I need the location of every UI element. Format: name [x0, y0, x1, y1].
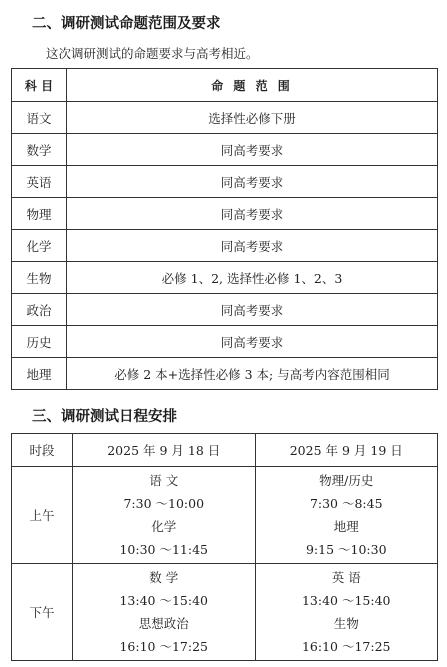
- subject-cell: 历史: [12, 326, 67, 358]
- exam-subject: 英 语: [331, 570, 361, 585]
- subject-cell: 物理: [12, 198, 67, 230]
- exam-subject: 思想政治: [138, 616, 189, 631]
- exam-subject: 数 学: [149, 570, 179, 585]
- day1-header: 2025 年 9 月 18 日: [73, 434, 256, 467]
- subject-cell: 英语: [12, 166, 67, 198]
- exam-scope-table: [11, 68, 438, 390]
- requirement-cell: 同高考要求: [67, 198, 438, 230]
- requirement-cell: 必修 2 本+选择性必修 3 本; 与高考内容范围相同: [67, 358, 438, 390]
- period-header: 时段: [12, 434, 73, 467]
- table-row: [12, 166, 438, 198]
- subject-cell: 生物: [12, 262, 67, 294]
- exam-time: 16:10 ～17:25: [301, 639, 391, 654]
- table-row: [12, 358, 438, 390]
- subject-cell: 语文: [12, 102, 67, 134]
- table-row: [12, 262, 438, 294]
- table-row-morning: [12, 467, 438, 564]
- requirement-cell: 同高考要求: [67, 166, 438, 198]
- afternoon-label: 下午: [12, 564, 73, 661]
- table-row: [12, 198, 438, 230]
- morning-day1-cell: [73, 467, 256, 564]
- table-row: [12, 294, 438, 326]
- requirement-cell: 同高考要求: [67, 230, 438, 262]
- table-row: [12, 230, 438, 262]
- subject-header: 科 目: [12, 69, 67, 102]
- section2-intro: 这次调研测试的命题要求与高考相近。: [46, 46, 259, 61]
- table-header-row: [12, 69, 438, 102]
- exam-subject: 生物: [333, 616, 359, 631]
- exam-time: 10:30 ～11:45: [119, 542, 209, 557]
- subject-cell: 化学: [12, 230, 67, 262]
- table-row: [12, 102, 438, 134]
- morning-label: 上午: [12, 467, 73, 564]
- section2-title: 二、调研测试命题范围及要求: [32, 16, 221, 32]
- requirement-cell: 同高考要求: [67, 294, 438, 326]
- exam-time: 7:30 ～10:00: [123, 496, 205, 511]
- afternoon-day2-cell: [255, 564, 438, 661]
- exam-time: 7:30 ～8:45: [309, 496, 383, 511]
- afternoon-day1-cell: [73, 564, 256, 661]
- exam-subject: 语 文: [149, 473, 179, 488]
- table-row: [12, 134, 438, 166]
- section3-title: 三、调研测试日程安排: [32, 409, 177, 425]
- requirement-cell: 选择性必修下册: [67, 102, 438, 134]
- requirement-cell: 必修 1、2, 选择性必修 1、2、3: [67, 262, 438, 294]
- exam-subject: 物理/历史: [319, 473, 374, 488]
- day2-header: 2025 年 9 月 19 日: [255, 434, 438, 467]
- exam-time: 9:15 ～10:30: [305, 542, 387, 557]
- table-header-row: [12, 434, 438, 467]
- requirement-header: 命 题 范 围: [67, 69, 438, 102]
- requirement-cell: 同高考要求: [67, 326, 438, 358]
- exam-subject: 地理: [333, 519, 359, 534]
- exam-schedule-table: [11, 433, 438, 661]
- exam-time: 13:40 ～15:40: [301, 593, 391, 608]
- exam-subject: 化学: [151, 519, 177, 534]
- table-row: [12, 326, 438, 358]
- subject-cell: 地理: [12, 358, 67, 390]
- table-row-afternoon: [12, 564, 438, 661]
- subject-cell: 数学: [12, 134, 67, 166]
- exam-time: 16:10 ～17:25: [119, 639, 209, 654]
- morning-day2-cell: [255, 467, 438, 564]
- requirement-cell: 同高考要求: [67, 134, 438, 166]
- exam-time: 13:40 ～15:40: [119, 593, 209, 608]
- subject-cell: 政治: [12, 294, 67, 326]
